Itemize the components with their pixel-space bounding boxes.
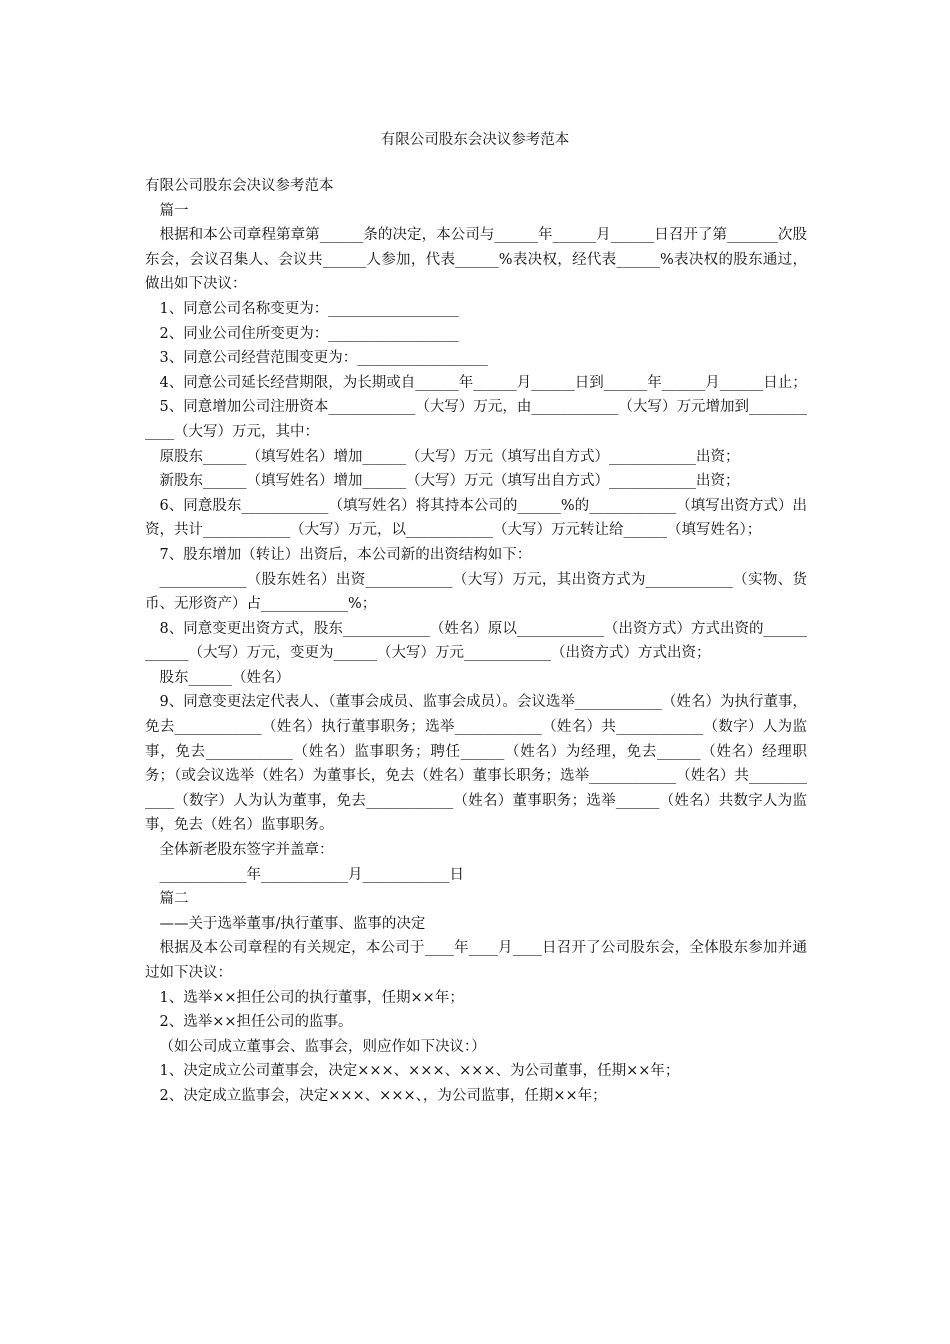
- body-heading: 有限公司股东会决议参考范本: [145, 178, 334, 194]
- resolution-item-7: 7、股东增加（转让）出资后，本公司新的出资结构如下：: [159, 546, 532, 563]
- part-two-note: （如公司成立董事会、监事会，则应作如下决议：）: [159, 1038, 486, 1055]
- capital-structure-line: ____________（股东姓名）出资____________（大写）万元，其出资方式为____________（实物、货币、无形资产）占____________%；: [145, 571, 807, 613]
- resolution-item-5: 5、同意增加公司注册资本____________（大写）万元，由____________（大写）万元增加到____________（大写）万元，其中：: [145, 399, 807, 440]
- resolution-item-2: 2、同业公司住所变更为：__________________: [159, 325, 459, 342]
- part-two-intro: 根据及本公司章程的有关规定，本公司于____年____月____日召开了公司股东会，全体股东参加并通过如下决议：: [145, 940, 807, 981]
- original-shareholder-line: 原股东______（填写姓名）增加______（大写）万元（填写出自方式）____________出资；: [159, 448, 740, 465]
- resolution-item-3: 3、同意公司经营范围变更为：__________________: [159, 350, 488, 367]
- signature-date-line: ____________年____________月____________日: [159, 866, 464, 883]
- document-title: 有限公司股东会决议参考范本: [380, 132, 570, 148]
- document-body: [145, 174, 807, 1109]
- part-two-board-item-1: 1、决定成立公司董事会，决定×××、×××、×××、为公司董事，任期××年；: [159, 1063, 680, 1080]
- resolution-item-1: 1、同意公司名称变更为：__________________: [159, 300, 459, 317]
- resolution-item-8: 8、同意变更出资方式，股东____________（姓名）原以____________（出资方式）方式出资的____________（大写）万元，变更为______（大写）万元____________（出资方式）方式出资；: [145, 620, 807, 662]
- new-shareholder-line: 新股东______（填写姓名）增加______（大写）万元（填写出自方式）____________出资；: [159, 473, 740, 490]
- resolution-item-6: 6、同意股东____________（填写姓名）将其持本公司的______%的____________（填写出资方式）出资，共计____________（大写）万元，以____________（大写）万元转让给______（填写姓名）；: [145, 497, 807, 539]
- part-two-subtitle: ——关于选举董事/执行董事、监事的决定: [159, 915, 426, 932]
- part-two-item-1: 1、选举××担任公司的执行董事，任期××年；: [159, 989, 464, 1006]
- part-two-board-item-2: 2、决定成立监事会，决定×××、×××、，为公司监事，任期××年；: [159, 1087, 607, 1104]
- signature-instruction: 全体新老股东签字并盖章：: [159, 842, 334, 859]
- section-heading-part-two: 篇二: [159, 891, 189, 908]
- resolution-item-4: 4、同意公司延长经营期限，为长期或自______年______月______日到______年______月______日止；: [159, 374, 807, 391]
- resolution-item-9: 9、同意变更法定代表人、（董事会成员、监事会成员）。会议选举____________（姓名）为执行董事，免去____________（姓名）执行董事职务；选举____________（姓名）共____________（数字）人为监事，免去____________（姓名）监事职务；聘任______（姓名）为经理，免去______（姓名）经理职务；（或会议选举（姓名）为董事长，免去（姓名）董事长职务；选举____________（姓名）共____________（数字）人为认为董事，免去____________（姓名）董事职务；选举______（姓名）共数字人为监事，免去（姓名）监事职务。: [145, 694, 807, 834]
- section-heading-part-one: 篇一: [159, 202, 189, 219]
- shareholder-name-line: 股东______（姓名）: [159, 669, 290, 686]
- part-two-item-2: 2、选举××担任公司的监事。: [159, 1014, 353, 1031]
- paragraph-meeting-intro: 根据和本公司章程第章第______条的决定，本公司与______年______月______日召开了第_______次股东会，会议召集人、会议共______人参加，代表______%表决权，经代表______%表决权的股东通过，做出如下决议：: [145, 227, 807, 293]
